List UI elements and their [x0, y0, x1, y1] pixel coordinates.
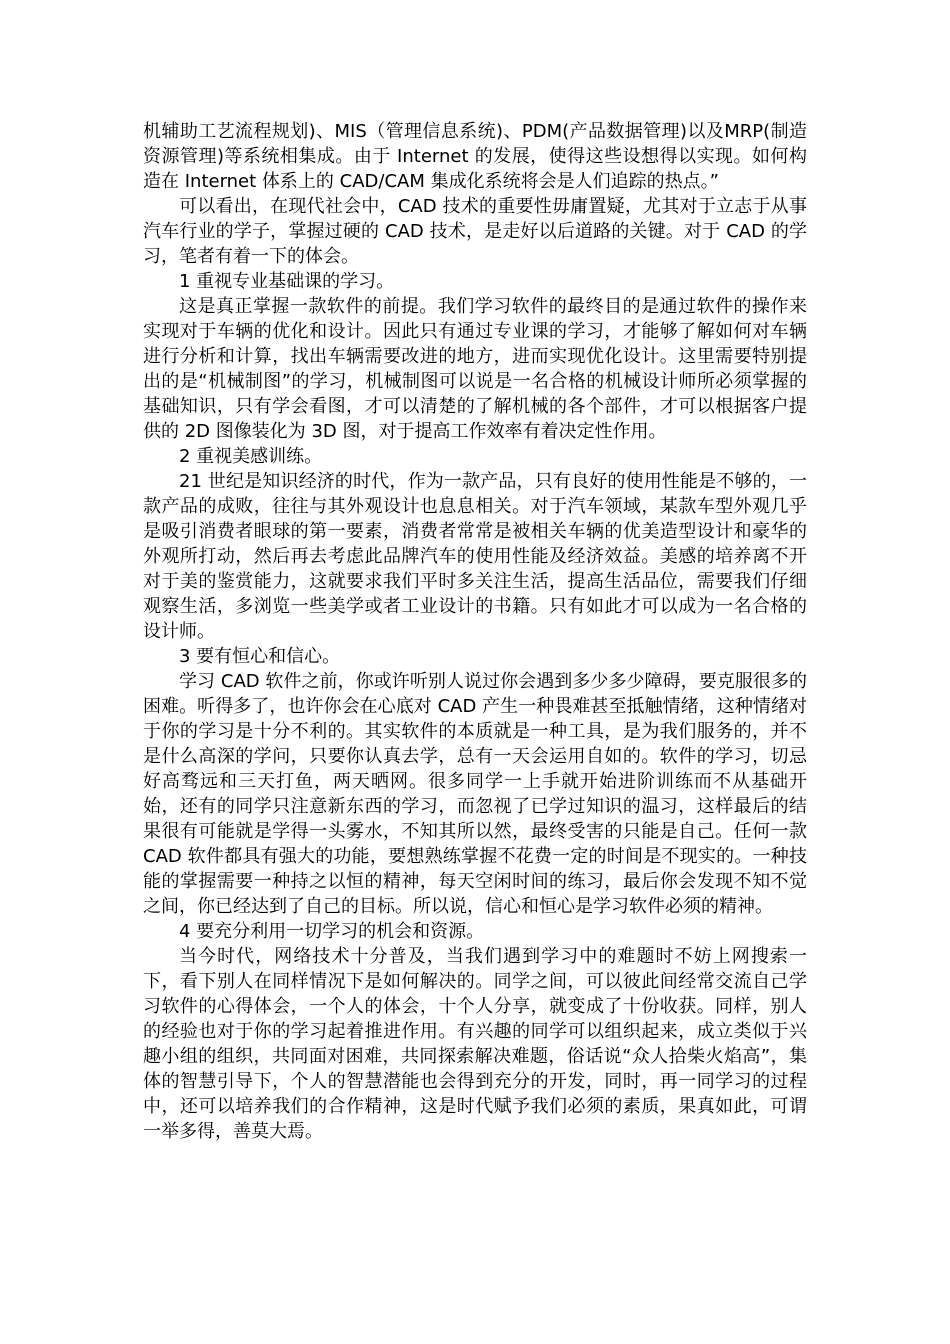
section-heading-1: 1 重视专业基础课的学习。 [179, 271, 395, 292]
paragraph-importance-of-cad: 可以看出，在现代社会中，CAD 技术的重要性毋庸置疑，尤其对于立志于从事汽车行业的学子，掌握过硬的 CAD 技术，是走好以后道路的关键。对于 CAD 的学习，笔者有着一下的体会。 [143, 196, 807, 267]
section-heading-4: 4 要充分利用一切学习的机会和资源。 [179, 921, 485, 942]
paragraph-section-1: 这是真正掌握一款软件的前提。我们学习软件的最终目的是通过软件的操作来实现对于车辆的优化和设计。因此只有通过专业课的学习，才能够了解如何对车辆进行分析和计算，找出车辆需要改进的地方，进而实现优化设计。这里需要特别提出的是“机械制图”的学习，机械制图可以说是一名合格的机械设计师所必须掌握的基础知识，只有学会看图，才可以清楚的了解机械的各个部件，才可以根据客户提供的 2D 图像装化为 3D 图，对于提高工作效率有着决定性作用。 [143, 296, 807, 442]
section-heading-3: 3 要有恒心和信心。 [179, 646, 341, 667]
document-body [143, 119, 807, 1144]
section-heading-2: 2 重视美感训练。 [179, 446, 323, 467]
paragraph-section-2: 21 世纪是知识经济的时代，作为一款产品，只有良好的使用性能是不够的，一款产品的成败，往往与其外观设计也息息相关。对于汽车领域，某款车型外观几乎是吸引消费者眼球的第一要素，消费者常常是被相关车辆的优美造型设计和豪华的外观所打动，然后再去考虑此品牌汽车的使用性能及经济效益。美感的培养离不开对于美的鉴赏能力，这就要求我们平时多关注生活，提高生活品位，需要我们仔细观察生活，多浏览一些美学或者工业设计的书籍。只有如此才可以成为一名合格的设计师。 [143, 471, 807, 642]
paragraph-intro-continuation: 机辅助工艺流程规划)、MIS（管理信息系统)、PDM(产品数据管理)以及MRP(制造资源管理)等系统相集成。由于 Internet 的发展，使得这些设想得以实现。如何构造在 Internet 体系上的 CAD/CAM 集成化系统将会是人们追踪的热点。” [143, 121, 807, 192]
paragraph-section-4: 当今时代，网络技术十分普及，当我们遇到学习中的难题时不妨上网搜索一下，看下别人在同样情况下是如何解决的。同学之间，可以彼此间经常交流自己学习软件的心得体会，一个人的体会，十个人分享，就变成了十份收获。同样，别人的经验也对于你的学习起着推进作用。有兴趣的同学可以组织起来，成立类似于兴趣小组的组织，共同面对困难，共同探索解决难题，俗话说“众人拾柴火焰高”，集体的智慧引导下，个人的智慧潜能也会得到充分的开发，同时，再一同学习的过程中，还可以培养我们的合作精神，这是时代赋予我们必须的素质，果真如此，可谓一举多得，善莫大焉。 [143, 946, 807, 1142]
paragraph-section-3: 学习 CAD 软件之前，你或许听别人说过你会遇到多少多少障碍，要克服很多的困难。听得多了，也许你会在心底对 CAD 产生一种畏难甚至抵触情绪，这种情绪对于你的学习是十分不利的。其实软件的本质就是一种工具，是为我们服务的，并不是什么高深的学问，只要你认真去学，总有一天会运用自如的。软件的学习，切忌好高骛远和三天打鱼，两天晒网。很多同学一上手就开始进阶训练而不从基础开始，还有的同学只注意新东西的学习，而忽视了已学过知识的温习，这样最后的结果很有可能就是学得一头雾水，不知其所以然，最终受害的只能是自己。任何一款 CAD 软件都具有强大的功能，要想熟练掌握不花费一定的时间是不现实的。一种技能的掌握需要一种持之以恒的精神，每天空闲时间的练习，最后你会发现不知不觉之间，你已经达到了自己的目标。所以说，信心和恒心是学习软件必须的精神。 [143, 671, 807, 917]
